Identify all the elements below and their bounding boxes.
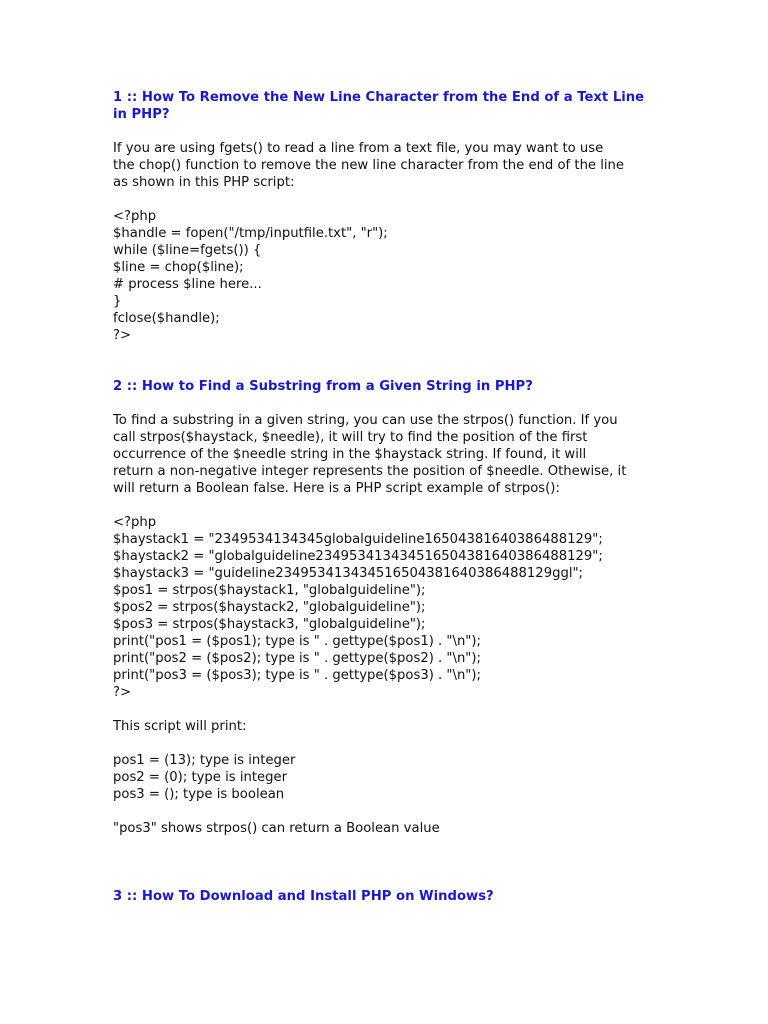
section-1-intro (113, 140, 653, 191)
intro-line: occurrence of the $needle string in the $haystack string. If found, it will (113, 447, 587, 462)
section-2-heading: 2 :: How to Find a Substring from a Given String in PHP? (113, 379, 533, 394)
code-line: $haystack3 = "guideline234953413434516504381640386488129ggl"; (113, 566, 584, 581)
section-2-output (113, 752, 653, 803)
output-line: pos2 = (0); type is integer (113, 770, 288, 785)
output-line: pos1 = (13); type is integer (113, 753, 296, 768)
section-3-heading: 3 :: How To Download and Install PHP on Windows? (113, 889, 494, 904)
section-3 (113, 888, 653, 905)
section-2-code (113, 514, 653, 701)
code-line: while ($line=fgets()) { (113, 243, 262, 258)
code-line: <?php (113, 515, 157, 530)
section-1-code (113, 208, 653, 344)
section-2 (113, 378, 653, 837)
code-line: $line = chop($line); (113, 260, 244, 275)
intro-line: return a non-negative integer represents the position of $needle. Othewise, it (113, 464, 627, 479)
intro-line: the chop() function to remove the new line character from the end of the line (113, 158, 625, 173)
section-1 (113, 89, 653, 344)
intro-line: If you are using fgets() to read a line from a text file, you may want to use (113, 141, 604, 156)
intro-line: as shown in this PHP script: (113, 175, 295, 190)
result-intro: This script will print: (113, 719, 247, 734)
code-line: $haystack1 = "2349534134345globalguideline16504381640386488129"; (113, 532, 603, 547)
code-line: print("pos1 = ($pos1); type is " . gettype($pos1) . "\n"); (113, 634, 481, 649)
code-line: $handle = fopen("/tmp/inputfile.txt", "r"); (113, 226, 388, 241)
code-line: ?> (113, 328, 132, 343)
result-note: "pos3" shows strpos() can return a Boolean value (113, 821, 440, 836)
intro-line: call strpos($haystack, $needle), it will try to find the position of the first (113, 430, 588, 445)
code-line: # process $line here... (113, 277, 262, 292)
code-line: print("pos2 = ($pos2); type is " . gettype($pos2) . "\n"); (113, 651, 481, 666)
code-line: $pos2 = strpos($haystack2, "globalguideline"); (113, 600, 426, 615)
code-line: fclose($handle); (113, 311, 220, 326)
intro-line: will return a Boolean false. Here is a PHP script example of strpos(): (113, 481, 560, 496)
document-page (113, 89, 653, 905)
code-line: ?> (113, 685, 132, 700)
code-line: $haystack2 = "globalguideline234953413434516504381640386488129"; (113, 549, 603, 564)
output-line: pos3 = (); type is boolean (113, 787, 285, 802)
code-line: $pos3 = strpos($haystack3, "globalguideline"); (113, 617, 426, 632)
code-line: <?php (113, 209, 157, 224)
code-line: print("pos3 = ($pos3); type is " . gettype($pos3) . "\n"); (113, 668, 481, 683)
section-1-heading: 1 :: How To Remove the New Line Character from the End of a Text Line in PHP? (113, 90, 645, 122)
code-line: } (113, 294, 122, 309)
code-line: $pos1 = strpos($haystack1, "globalguideline"); (113, 583, 426, 598)
intro-line: To find a substring in a given string, you can use the strpos() function. If you (113, 413, 618, 428)
section-2-intro (113, 412, 653, 497)
